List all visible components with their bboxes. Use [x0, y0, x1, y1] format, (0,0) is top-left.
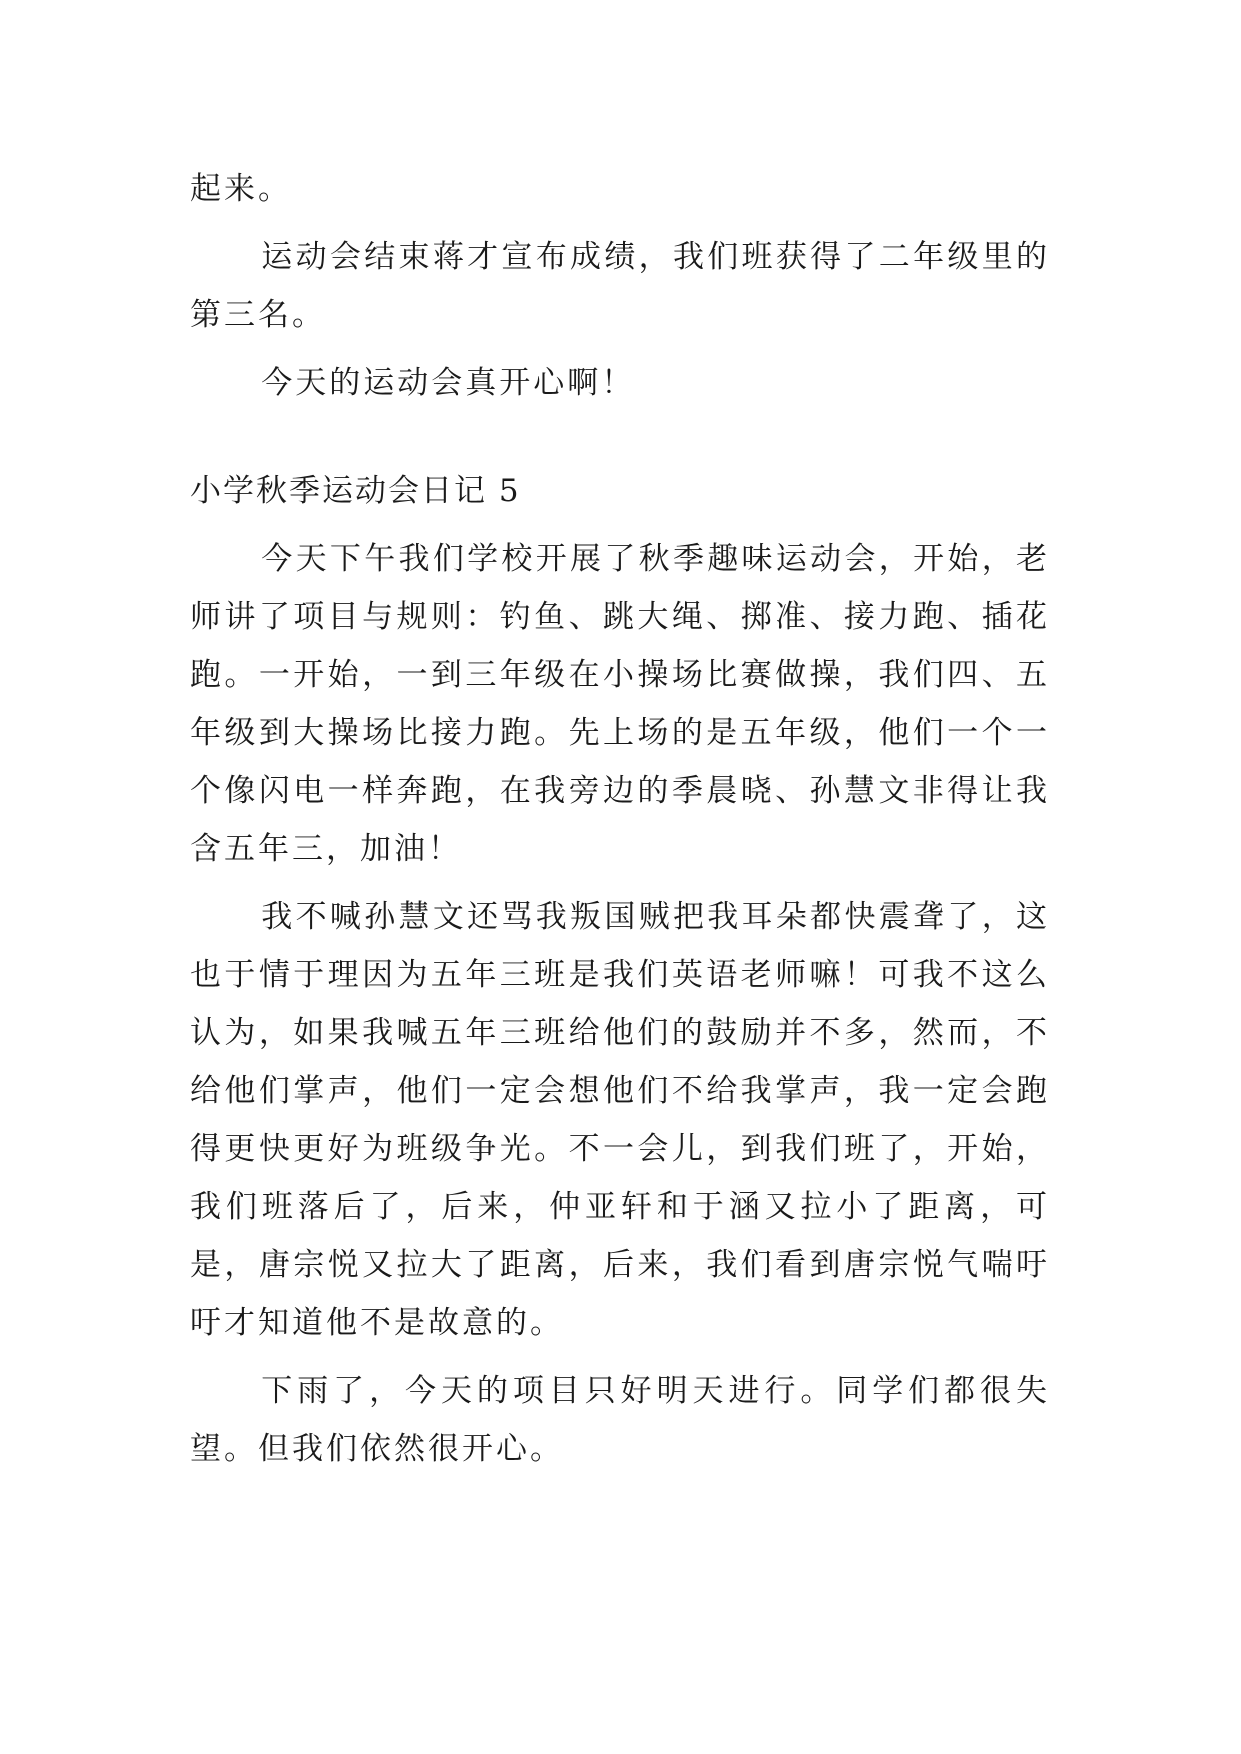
section-heading: 小学秋季运动会日记 5 [190, 473, 521, 509]
paragraph: 下雨了，今天的项目只好明天进行。同学们都很失望。但我们依然很开心。 [190, 1373, 1050, 1467]
paragraph: 运动会结束蒋才宣布成绩，我们班获得了二年级里的第三名。 [190, 239, 1050, 333]
paragraph: 今天的运动会真开心啊！ [261, 365, 636, 401]
paragraph: 我不喊孙慧文还骂我叛国贼把我耳朵都快震聋了，这也于情于理因为五年三班是我们英语老师嘛！可我不这么认为，如果我喊五年三班给他们的鼓励并不多，然而，不给他们掌声，他们一定会想他们不给我掌声，我一定会跑得更快更好为班级争光。不一会儿，到我们班了，开始，我们班落后了，后来，仲亚轩和于涵又拉小了距离，可是，唐宗悦又拉大了距离，后来，我们看到唐宗悦气喘吁吁才知道他不是故意的。 [190, 899, 1050, 1341]
document-body [190, 160, 1050, 1488]
paragraph-continuation: 起来。 [190, 171, 292, 207]
paragraph: 今天下午我们学校开展了秋季趣味运动会，开始，老师讲了项目与规则：钓鱼、跳大绳、掷准、接力跑、插花跑。一开始，一到三年级在小操场比赛做操，我们四、五年级到大操场比接力跑。先上场的是五年级，他们一个一个像闪电一样奔跑，在我旁边的季晨晓、孙慧文非得让我含五年三，加油！ [190, 541, 1050, 867]
